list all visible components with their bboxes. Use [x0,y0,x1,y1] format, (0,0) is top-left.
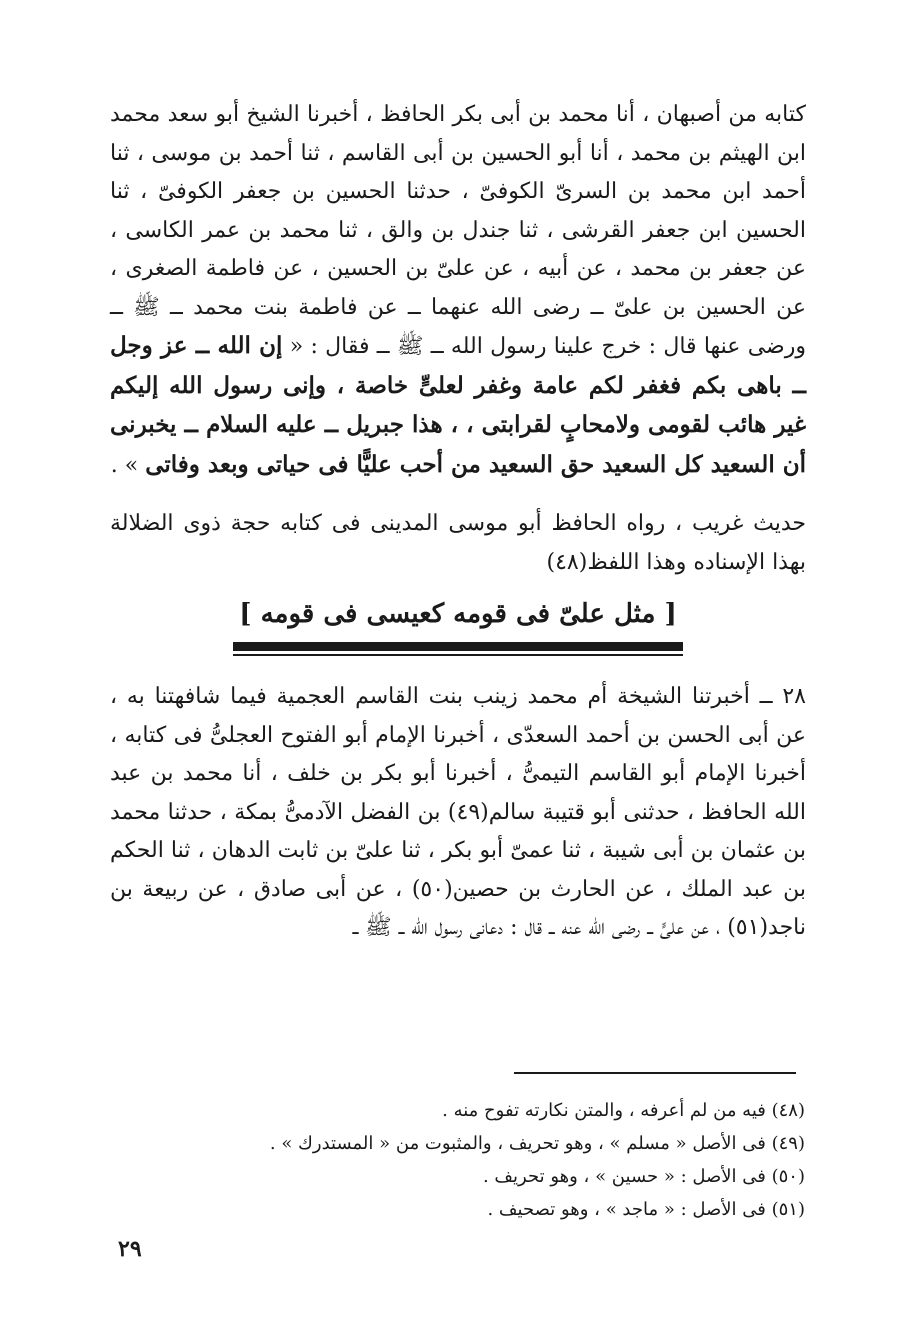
footnote-51: (٥١) فى الأصل : « ماجد » ، وهو تصحيف . [487,1199,805,1220]
hadith-paragraph [110,96,806,485]
footnote-separator [514,1072,796,1074]
section-heading: [ مثل علىّ فى قومه كعيسى فى قومه ] [239,599,677,629]
matn-bold-text: إن الله ــ عز وجل ــ باهى بكم فغفر لكم عامة وغفر لعلىٍّ خاصة ، وإنى رسول الله إليكم غير هائب لقومى ولامحابٍ لقرابتى ، ، هذا جبريل ــ عليه السلام ــ يخبرنى أن السعيد كل السعيد حق السعيد من أحب عليًّا فى حياتى وبعد وفاتى [110,332,806,478]
page-body [110,96,806,948]
footnote-48: (٤٨) فيه من لم أعرفه ، والمتن نكارته تفوح منه . [442,1100,805,1121]
grading-paragraph: حديث غريب ، رواه الحافظ أبو موسى المدينى فى كتابه حجة ذوى الضلالة بهذا الإسناده وهذا اللفظ(٤٨) [110,511,806,575]
page-number: ٢٩ [118,1236,142,1262]
heading-thick-rule [233,642,683,651]
heading-thin-rule [233,654,683,656]
footnote-49: (٤٩) فى الأصل « مسلم » ، وهو تحريف ، والمثبوت من « المستدرك » . [269,1133,805,1154]
section-heading-block [110,596,806,656]
footnote-50: (٥٠) فى الأصل : « حسين » ، وهو تحريف . [482,1166,805,1187]
footnotes [205,1094,805,1226]
hadith-28-paragraph: ٢٨ ــ أخبرتنا الشيخة أم محمد زينب بنت القاسم العجمية فيما شافهتنا به ، عن أبى الحسن بن أحمد السعدّى ، أخبرنا الإمام أبو الفتوح العجلىُّ فى كتابه ، أخبرنا الإمام أبو القاسم التيمىُّ ، أخبرنا أبو بكر بن خلف ، أنا محمد بن عبد الله الحافظ ، حدثنى أبو قتيبة سالم(٤٩) بن الفضل الآدمىُّ بمكة ، حدثنا محمد بن عثمان بن أبى شيبة ، ثنا عمىّ أبو بكر ، ثنا علىّ بن ثابت الدهان ، ثنا الحكم بن عبد الملك ، عن الحارث بن حصين(٥٠) ، عن أبى صادق ، عن ربيعة بن ناجد(٥١) ، عن علىٍّ ــ رضى الله عنه ــ قال : دعانى رسول الله ــ ﷺ ــ [110,684,806,940]
isnad-text: كتابه من أصبهان ، أنا محمد بن أبى بكر الحافظ ، أخبرنا الشيخ أبو سعد محمد ابن الهيثم بن محمد ، أنا أبو الحسين بن أبى القاسم ، ثنا أحمد بن موسى ، ثنا أحمد ابن محمد بن السرىّ الكوفىّ ، حدثنا الحسين بن جعفر الكوفىّ ، ثنا الحسين ابن جعفر القرشى ، ثنا جندل بن والق ، ثنا محمد بن عمر الكاسى ، عن جعفر بن محمد ، عن أبيه ، عن علىّ بن الحسين ، عن فاطمة الصغرى ، عن الحسين بن علىّ ــ رضى الله عنهما ــ عن فاطمة بنت محمد ــ ﷺ ــ ورضى عنها قال : خرج علينا رسول الله ــ ﷺ ــ فقال : « [110,102,806,359]
matn-closing: » . [110,452,139,478]
